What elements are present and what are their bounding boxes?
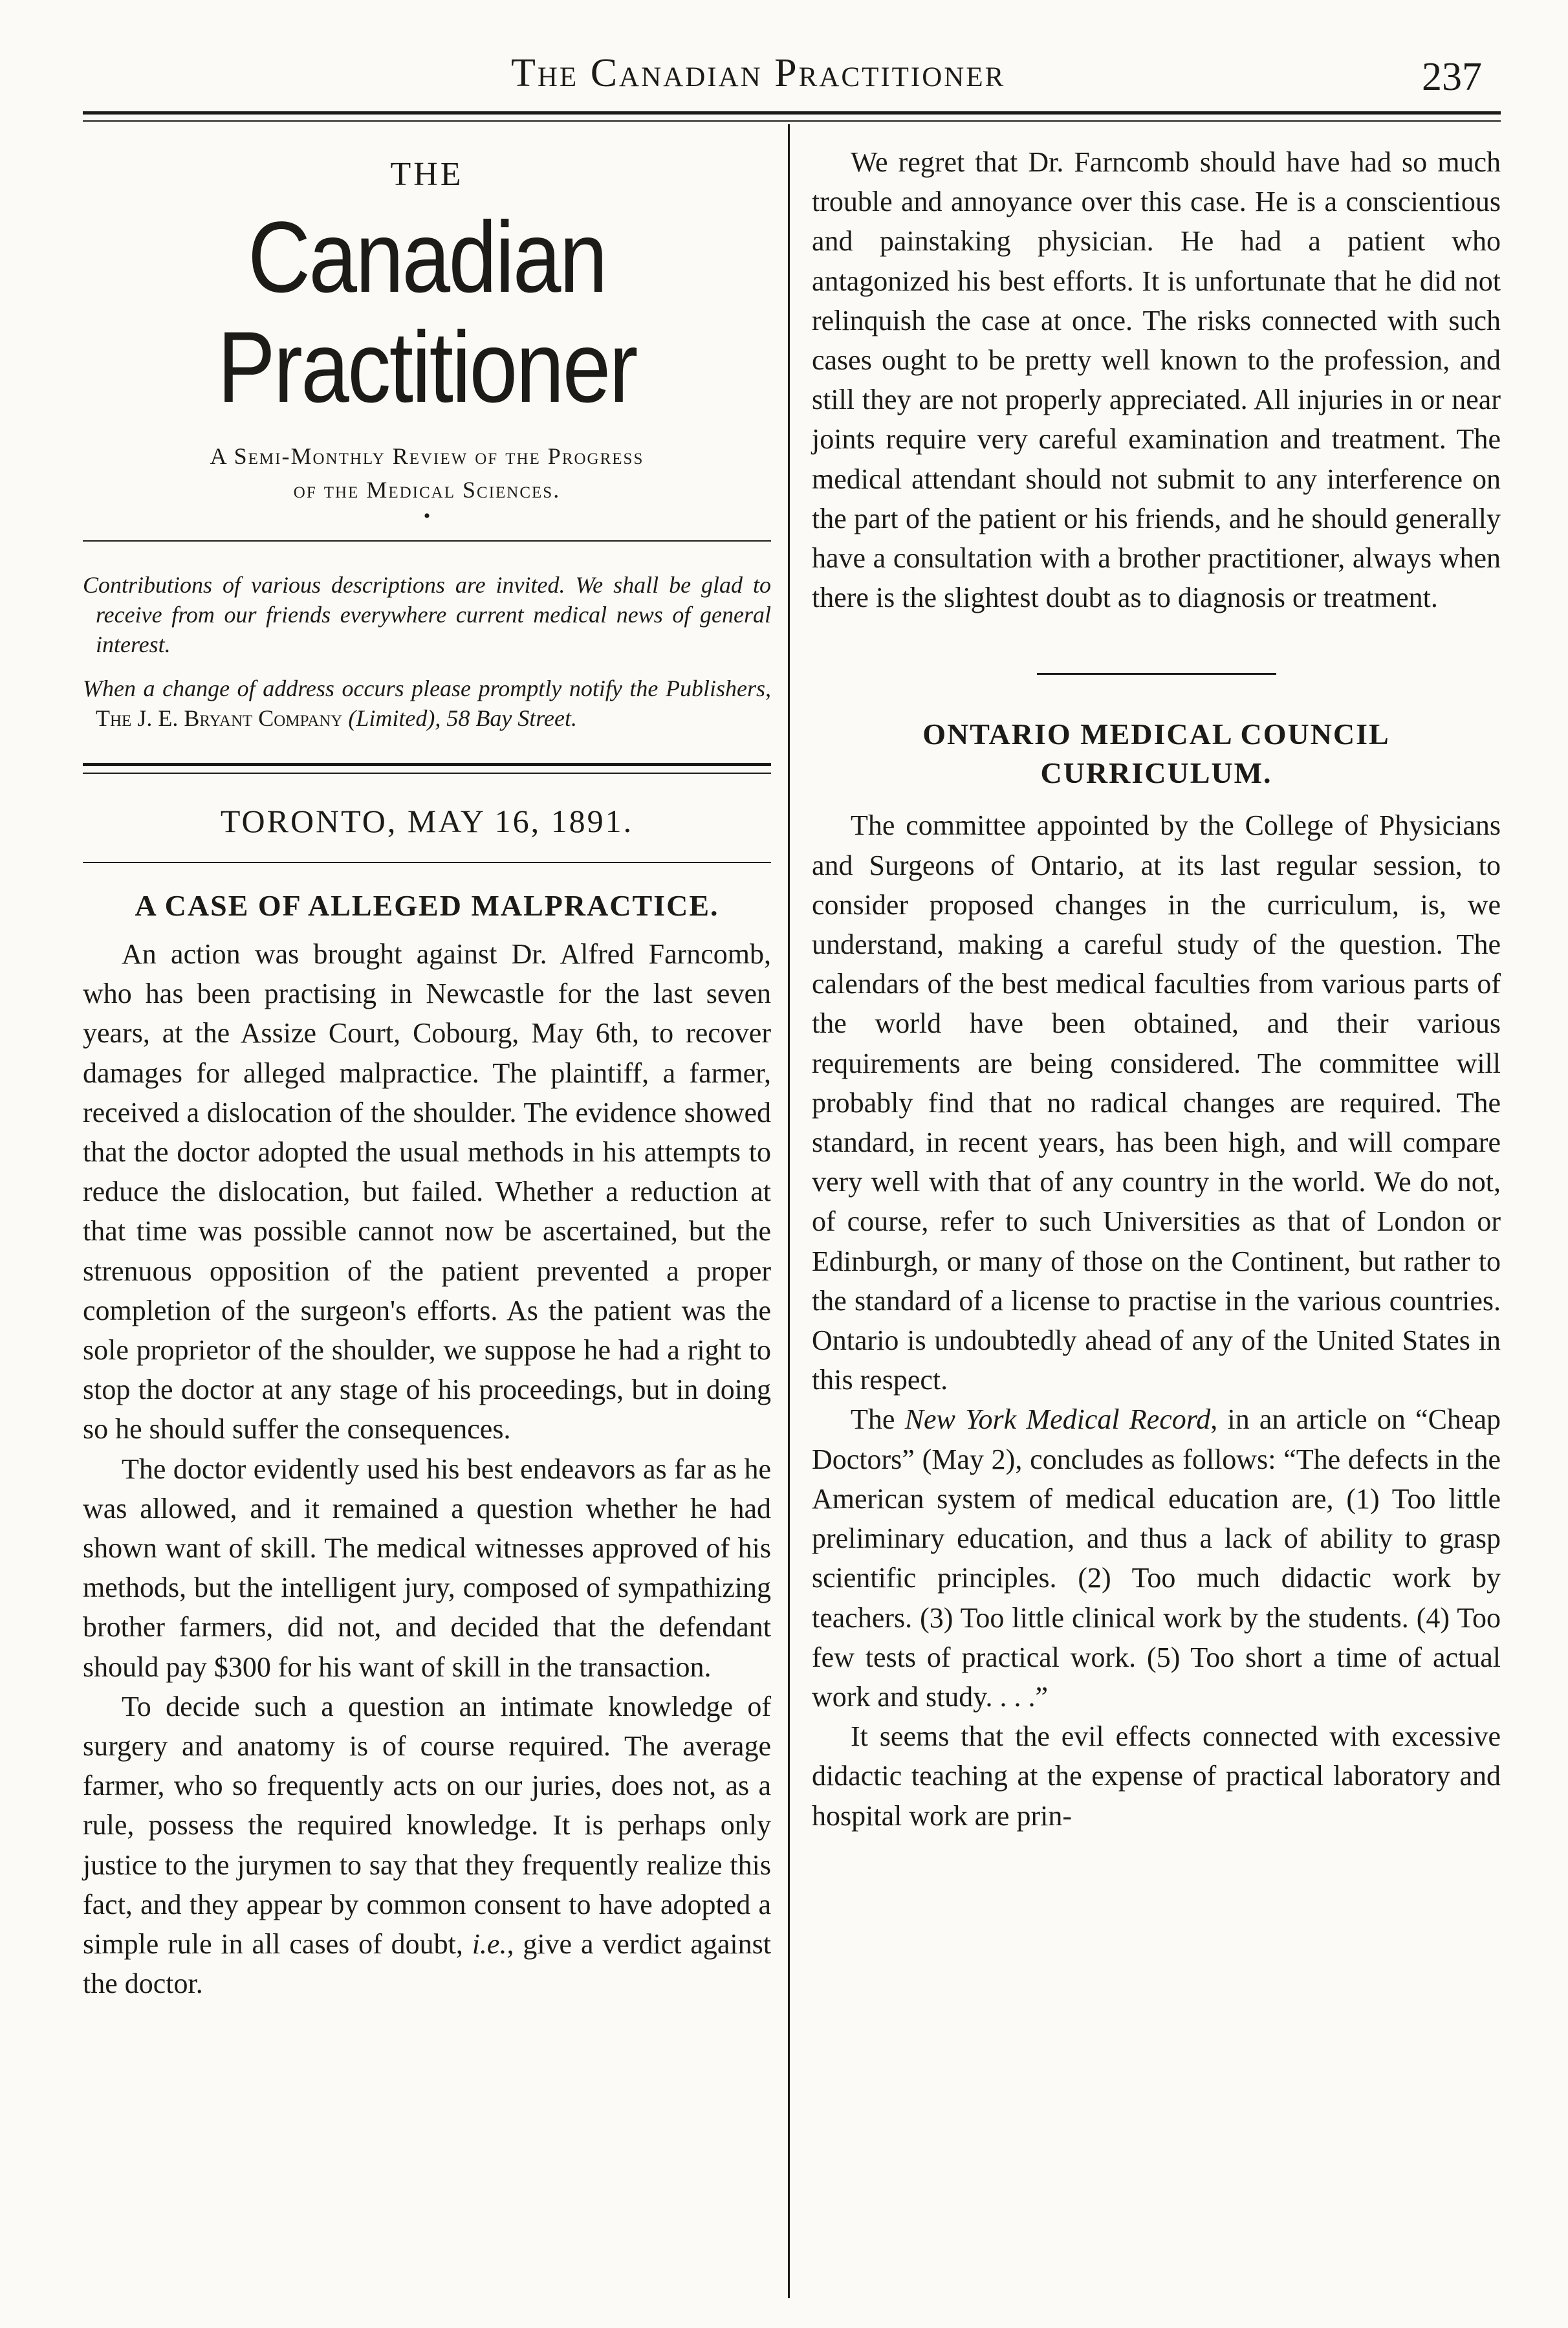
paragraph-text: , in an article on “Cheap Doctors” (May 2), concludes as follows: “The defects in the American system of medical education are, (1) Too little preliminary education, and thus a lack of ability to grasp scientific principles. (2) Too much didactic work by teachers. (3) Too little clinical work by the students. (4) Too few tests of practical work. (5) Too short a time of actual work and study. . . .” bbox=[812, 1403, 1501, 1713]
masthead-subtitle-line2: of the Medical Sciences. bbox=[293, 477, 561, 503]
dateline-rule-top bbox=[83, 763, 771, 766]
notice-address-after: (Limited), 58 Bay Street. bbox=[342, 705, 577, 731]
article-title-malpractice: A CASE OF ALLEGED MALPRACTICE. bbox=[135, 889, 719, 922]
masthead-the: THE bbox=[390, 156, 464, 193]
paragraph-text: give a verdict against the doctor. bbox=[83, 1928, 771, 2000]
dateline: TORONTO, MAY 16, 1891. bbox=[220, 803, 634, 839]
journal-title: New York Medical Record bbox=[904, 1403, 1211, 1436]
article-paragraph: We regret that Dr. Farncomb should have had so much trouble and annoyance over this case. He is a conscientious and painstaking physician. He had a patient who antagonized his best efforts. It is unfortunate that he did not relinquish the case at once. The risks connected with such cases ought to be pretty well known to the profession, and still they are not properly appreciated. All injuries in or near joints require very careful examination and treatment. The medical attendant should not submit to any interference on the part of the patient or his friends, and he should generally have a consultation with a brother practitioner, always when there is the slightest doubt as to diagnosis or treatment. bbox=[812, 146, 1501, 614]
notice-contributions: Contributions of various descriptions are invited. We shall be glad to receive from our friends everywhere current medical news of general interest. bbox=[83, 572, 771, 657]
running-head bbox=[0, 38, 1568, 109]
notice-address-before: When a change of address occurs please promptly notify the Publishers, bbox=[83, 675, 771, 701]
masthead-subtitle-line1: A Semi-Monthly Review of the Progress bbox=[210, 443, 644, 469]
paragraph-italic: i.e., bbox=[472, 1928, 514, 1960]
article-curriculum-body bbox=[812, 806, 1501, 1835]
article-title-curriculum bbox=[812, 715, 1501, 793]
article-paragraph: The doctor evidently used his best endeavors as far as he was allowed, and it remained a question whether he had shown want of skill. The medical witnesses approved of his methods, but the intelligent jury, composed of sympathizing brother farmers, did not, and decided that the defendant should pay $300 for his want of skill in the transaction. bbox=[83, 1453, 771, 1683]
header-rule-top bbox=[83, 111, 1501, 115]
article-malpractice-body bbox=[83, 934, 771, 2003]
column-divider bbox=[788, 124, 790, 2298]
section-separator bbox=[1037, 673, 1276, 675]
masthead-bullet: • bbox=[423, 505, 431, 527]
article-paragraph: An action was brought against Dr. Alfred Farncomb, who has been practising in Newcastle for the last seven years, at the Assize Court, Cobourg, May 6th, to recover damages for alleged malpractice. The plaintiff, a farmer, received a dislocation of the shoulder. The evidence showed that the doctor adopted the usual methods in his attempts to reduce the dislocation, but failed. Whether a reduction at that time was possible cannot now be ascertained, but the strenuous opposition of the patient prevented a proper completion of the surgeon's efforts. As the patient was the sole proprietor of the shoulder, we suppose he had a right to stop the doctor at any stage of his proceedings, but in doing so he should suffer the consequences. bbox=[83, 938, 771, 1445]
right-column bbox=[812, 129, 1501, 1836]
notice-address-company: The J. E. Bryant Company bbox=[96, 705, 343, 731]
masthead-name: Canadian Practitioner bbox=[217, 201, 637, 424]
article-title-line2: CURRICULUM. bbox=[1040, 756, 1272, 790]
masthead-rule bbox=[83, 540, 771, 542]
article-paragraph bbox=[83, 1687, 771, 2004]
running-title: The Canadian Practitioner bbox=[511, 51, 1006, 95]
article-title-line1: ONTARIO MEDICAL COUNCIL bbox=[922, 718, 1390, 751]
page-number: 237 bbox=[1422, 55, 1482, 99]
left-column bbox=[83, 129, 771, 2003]
notice-address bbox=[83, 674, 771, 733]
masthead-subtitle bbox=[122, 439, 732, 507]
article-paragraph bbox=[812, 1400, 1501, 1717]
paragraph-text: To decide such a question an intimate knowledge of surgery and anatomy is of course required. The average farmer, who so frequently acts on our juries, does not, as a rule, possess the required knowledge. It is perhaps only justice to the jurymen to say that they frequently realize this fact, and they appear by common consent to have adopted a simple rule in all cases of doubt, bbox=[83, 1690, 771, 1960]
dateline-rule-top-2 bbox=[83, 773, 771, 774]
article-paragraph: The committee appointed by the College of Physicians and Surgeons of Ontario, at its last regular session, to consider proposed changes in the curriculum, is, we understand, making a careful study of the question. The calendars of the best medical faculties from various parts of the world have been obtained, and their various requirements are being considered. The committee will probably find that no radical changes are required. The standard, in recent years, has been high, and will compare very well with that of any country in the world. We do not, of course, refer to such Universities as that of London or Edinburgh, or many of those on the Continent, but rather to the standard of a license to practise in the various countries. Ontario is undoubtedly ahead of any of the United States in this respect. bbox=[812, 809, 1501, 1396]
paragraph-text: The bbox=[851, 1403, 905, 1436]
header-rule-bottom bbox=[83, 120, 1501, 122]
notices bbox=[83, 570, 771, 733]
dateline-rule-bottom bbox=[83, 862, 771, 863]
article-paragraph: It seems that the evil effects connected with excessive didactic teaching at the expense of practical laboratory and hospital work are prin- bbox=[812, 1720, 1501, 1832]
